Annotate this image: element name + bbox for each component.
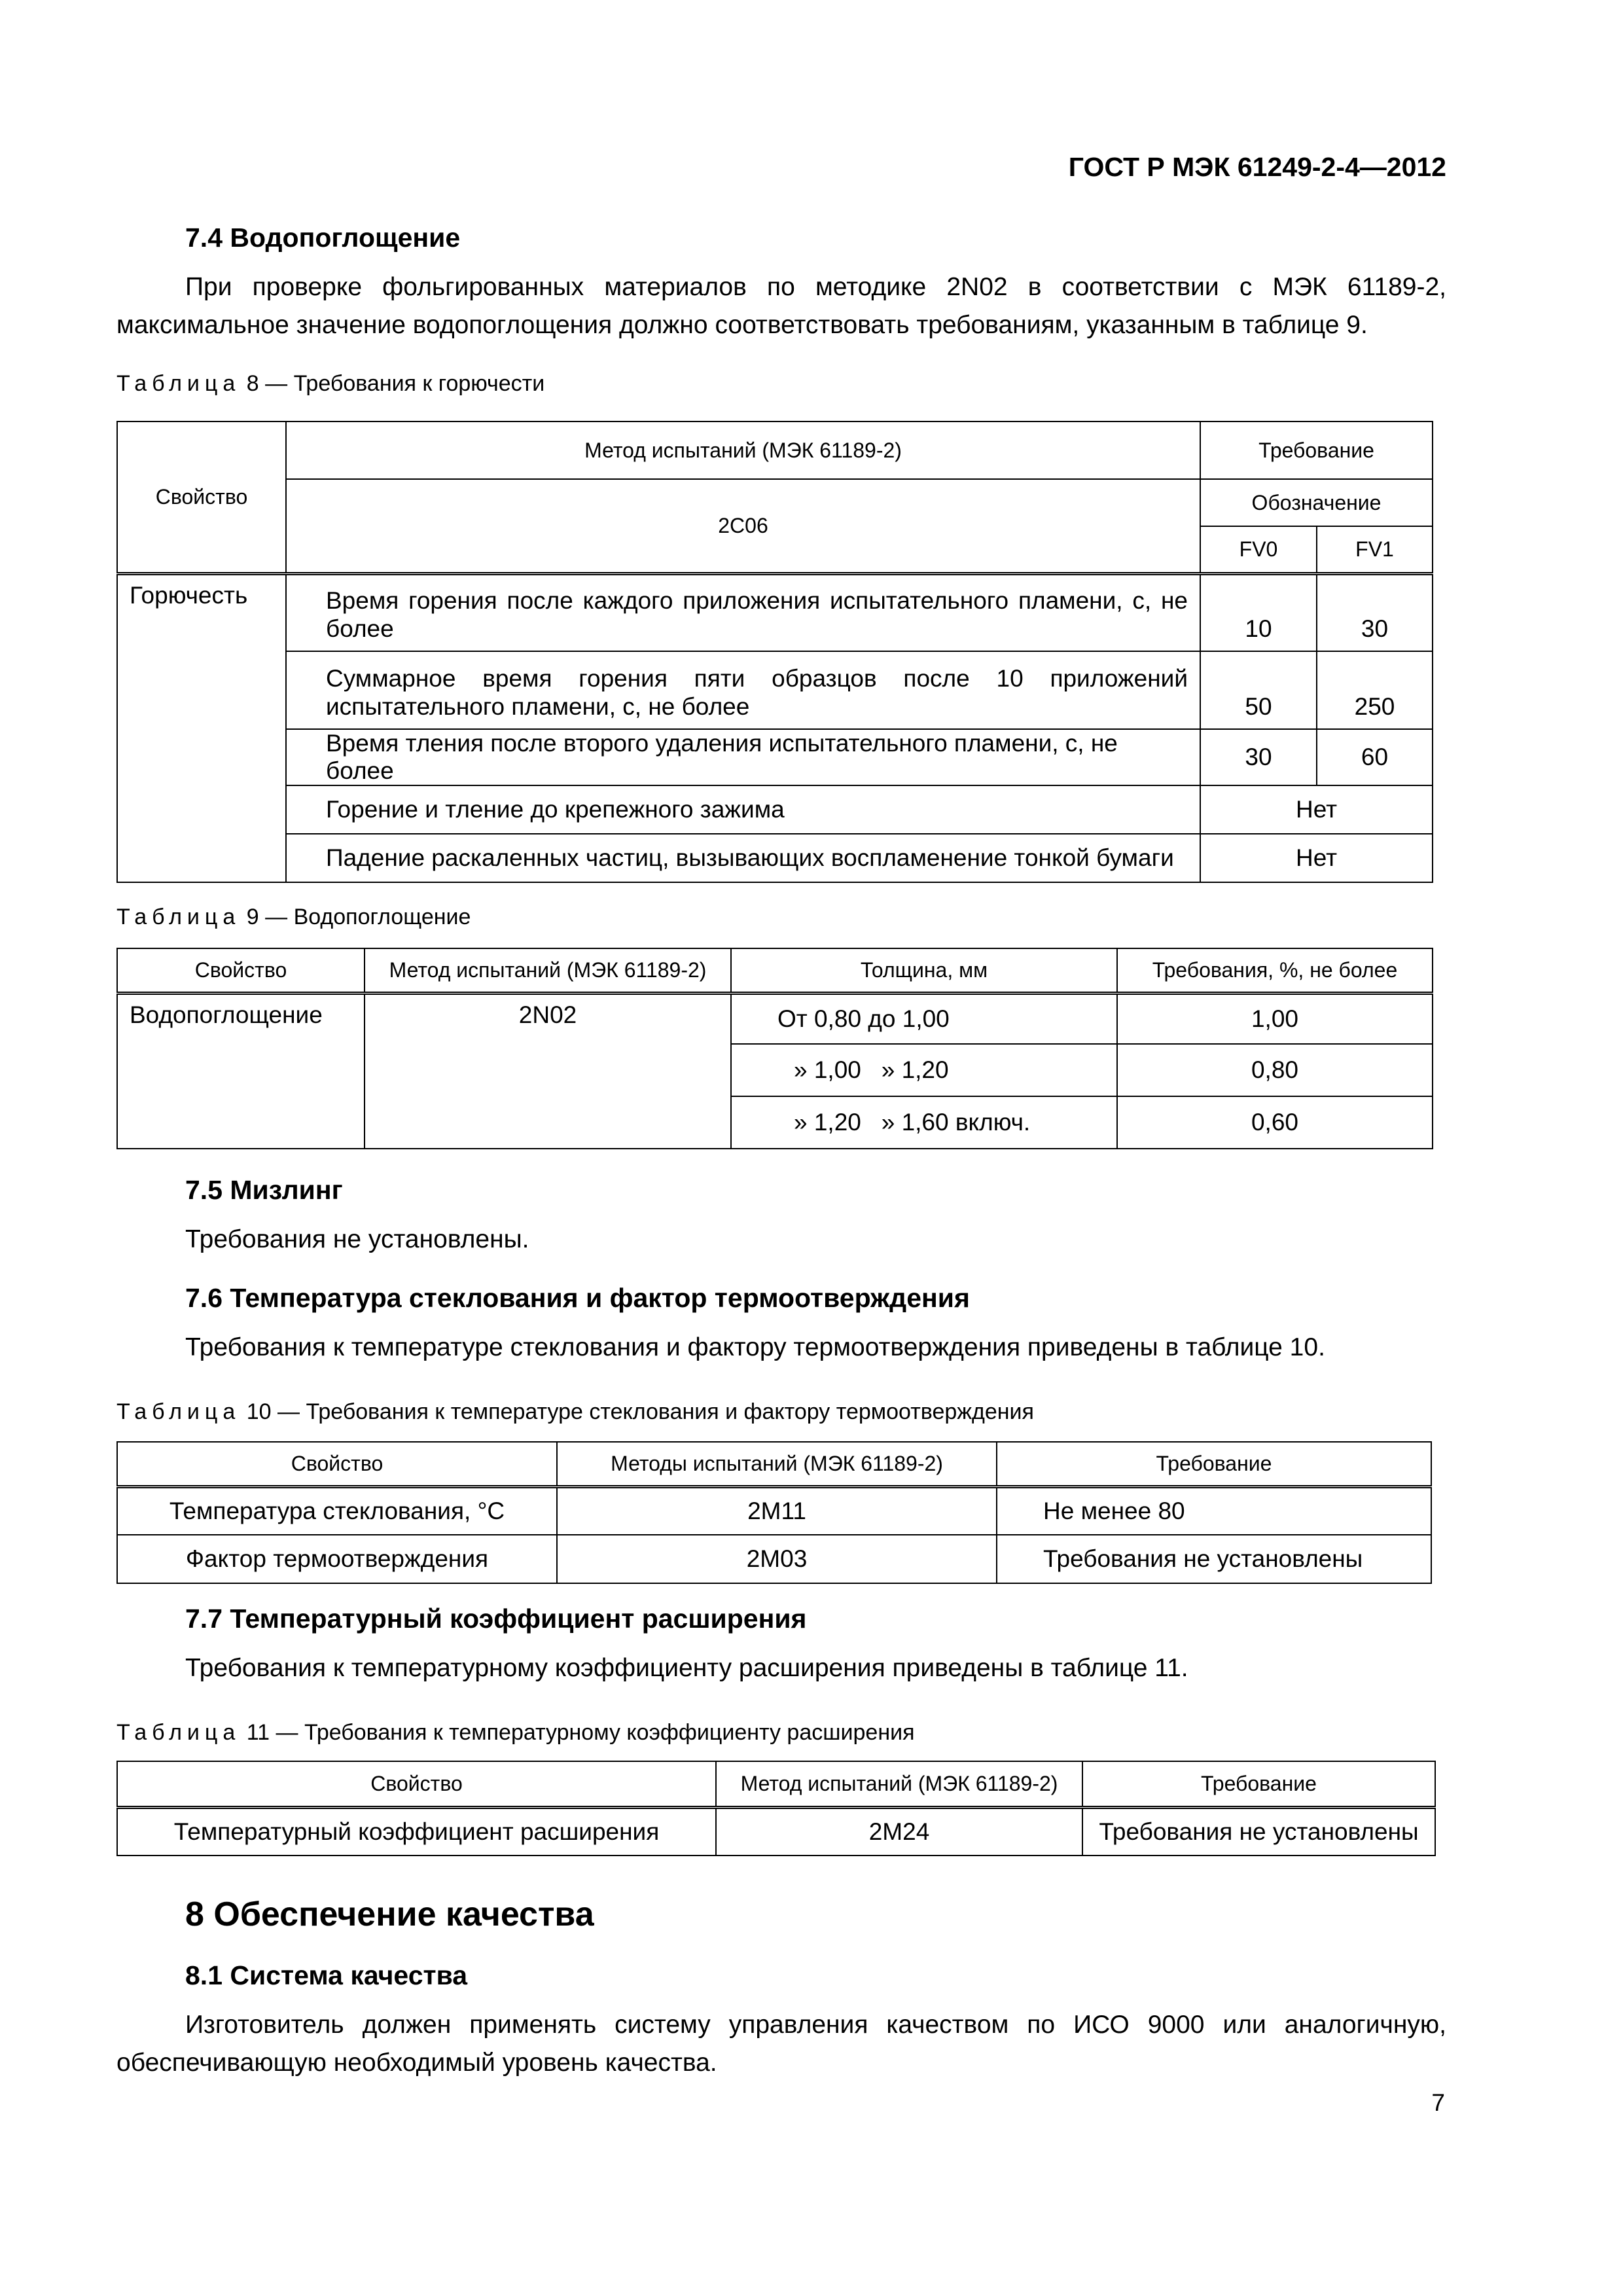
t11-row-method: 2M24 xyxy=(716,1807,1082,1856)
t11-row-property: Температурный коэффициент расширения xyxy=(117,1807,716,1856)
t11-header-requirement: Требование xyxy=(1082,1761,1435,1807)
t11-header-property: Свойство xyxy=(117,1761,716,1807)
section-8-1-text: Изготовитель должен применять систему управления качеством по ИСО 9000 или аналогичную, обеспечивающую необходимый уровень качества. xyxy=(116,2011,1446,2077)
t9-row-1-thickness: От 0,80 до 1,00 xyxy=(731,993,1117,1044)
section-7-6-text: Требования к температуре стеклования и фактору термоотверждения приведены в таблице 10. xyxy=(185,1333,1325,1361)
t8-row-1-fv0: 10 xyxy=(1200,573,1317,651)
table-8-caption-text: 8 — Требования к горючести xyxy=(246,371,545,396)
t8-header-property: Свойство xyxy=(117,422,286,573)
t10-row-1-property: Температура стеклования, °C xyxy=(117,1486,557,1535)
table-9-caption-text: 9 — Водопоглощение xyxy=(246,905,471,929)
t11-row-requirement: Требования не установлены xyxy=(1082,1807,1435,1856)
section-7-7-title: 7.7 Температурный коэффициент расширения xyxy=(185,1604,807,1634)
t10-row-1-requirement: Не менее 80 xyxy=(997,1486,1431,1535)
t10-header-requirement: Требование xyxy=(997,1442,1431,1486)
document-code: ГОСТ Р МЭК 61249-2-4—2012 xyxy=(1068,152,1446,182)
t8-row-2-fv1: 250 xyxy=(1317,651,1433,729)
table-9 xyxy=(116,948,1433,1149)
t8-row-3-text: Время тления после второго удаления испытательного пламени, с, не более xyxy=(286,729,1200,785)
t8-header-fv1: FV1 xyxy=(1317,526,1433,573)
section-8-1-title: 8.1 Система качества xyxy=(185,1960,468,1990)
t9-row-2-requirement: 0,80 xyxy=(1117,1044,1433,1096)
t9-row-3-thickness: » 1,20 » 1,60 включ. xyxy=(731,1096,1117,1149)
t10-row-2-property: Фактор термоотверждения xyxy=(117,1535,557,1583)
t8-row-4-text: Горение и тление до крепежного зажима xyxy=(286,785,1200,834)
t10-row-2-requirement: Требования не установлены xyxy=(997,1535,1431,1583)
t8-row-5-text: Падение раскаленных частиц, вызывающих воспламенение тонкой бумаги xyxy=(286,834,1200,882)
table-11 xyxy=(116,1761,1436,1856)
t9-header-method: Метод испытаний (МЭК 61189-2) xyxy=(365,948,731,993)
t8-property: Горючесть xyxy=(117,573,286,882)
t9-method: 2N02 xyxy=(365,993,731,1149)
t9-property: Водопоглощение xyxy=(117,993,365,1149)
t8-row-3-fv1: 60 xyxy=(1317,729,1433,785)
t8-header-method-code: 2C06 xyxy=(286,479,1200,573)
table-8 xyxy=(116,421,1433,883)
t8-header-designation: Обозначение xyxy=(1200,479,1433,526)
t10-row-2-method: 2M03 xyxy=(557,1535,997,1583)
table-10-caption-word: Таблица xyxy=(116,1399,241,1424)
t8-row-4-value: Нет xyxy=(1200,785,1433,834)
t9-header-property: Свойство xyxy=(117,948,365,993)
table-9-caption-word: Таблица xyxy=(116,905,241,929)
t8-row-5-value: Нет xyxy=(1200,834,1433,882)
t9-row-2-thickness: » 1,00 » 1,20 xyxy=(731,1044,1117,1096)
table-8-caption xyxy=(116,371,544,397)
table-11-caption xyxy=(116,1720,915,1746)
table-10-caption-text: 10 — Требования к температуре стеклования и фактору термоотверждения xyxy=(246,1399,1034,1424)
t9-row-3-requirement: 0,60 xyxy=(1117,1096,1433,1149)
t9-header-thickness: Толщина, мм xyxy=(731,948,1117,993)
t8-row-3-fv0: 30 xyxy=(1200,729,1317,785)
t10-header-methods: Методы испытаний (МЭК 61189-2) xyxy=(557,1442,997,1486)
t8-header-method: Метод испытаний (МЭК 61189-2) xyxy=(286,422,1200,479)
section-7-7-text: Требования к температурному коэффициенту расширения приведены в таблице 11. xyxy=(185,1654,1188,1682)
section-7-6-title: 7.6 Температура стеклования и фактор термоотверждения xyxy=(185,1283,970,1313)
section-7-4-title: 7.4 Водопоглощение xyxy=(185,223,461,253)
section-7-5-title: 7.5 Мизлинг xyxy=(185,1175,343,1205)
t11-header-method: Метод испытаний (МЭК 61189-2) xyxy=(716,1761,1082,1807)
t8-header-fv0: FV0 xyxy=(1200,526,1317,573)
section-7-5-text: Требования не установлены. xyxy=(185,1225,529,1253)
t8-row-1-text: Время горения после каждого приложения испытательного пламени, с, не более xyxy=(286,573,1200,651)
table-9-caption xyxy=(116,905,471,930)
table-10-caption xyxy=(116,1399,1034,1425)
page-number: 7 xyxy=(1431,2089,1445,2116)
section-7-4-text: При проверке фольгированных материалов по методике 2N02 в соответствии с МЭК 61189-2, максимальное значение водопоглощения должно соответствовать требованиям, указанным в таблице 9. xyxy=(116,273,1446,339)
t8-header-requirement: Требование xyxy=(1200,422,1433,479)
t10-header-property: Свойство xyxy=(117,1442,557,1486)
table-8-caption-word: Таблица xyxy=(116,371,241,396)
t8-row-1-fv1: 30 xyxy=(1317,573,1433,651)
t9-row-1-requirement: 1,00 xyxy=(1117,993,1433,1044)
t8-row-2-fv0: 50 xyxy=(1200,651,1317,729)
t8-row-2-text: Суммарное время горения пяти образцов после 10 приложений испытательного пламени, с, не более xyxy=(286,651,1200,729)
t9-header-requirement: Требования, %, не более xyxy=(1117,948,1433,993)
table-11-caption-word: Таблица xyxy=(116,1720,241,1745)
table-11-caption-text: 11 — Требования к температурному коэффициенту расширения xyxy=(246,1720,915,1745)
t10-row-1-method: 2M11 xyxy=(557,1486,997,1535)
section-8-title: 8 Обеспечение качества xyxy=(185,1895,594,1933)
table-10 xyxy=(116,1441,1432,1584)
